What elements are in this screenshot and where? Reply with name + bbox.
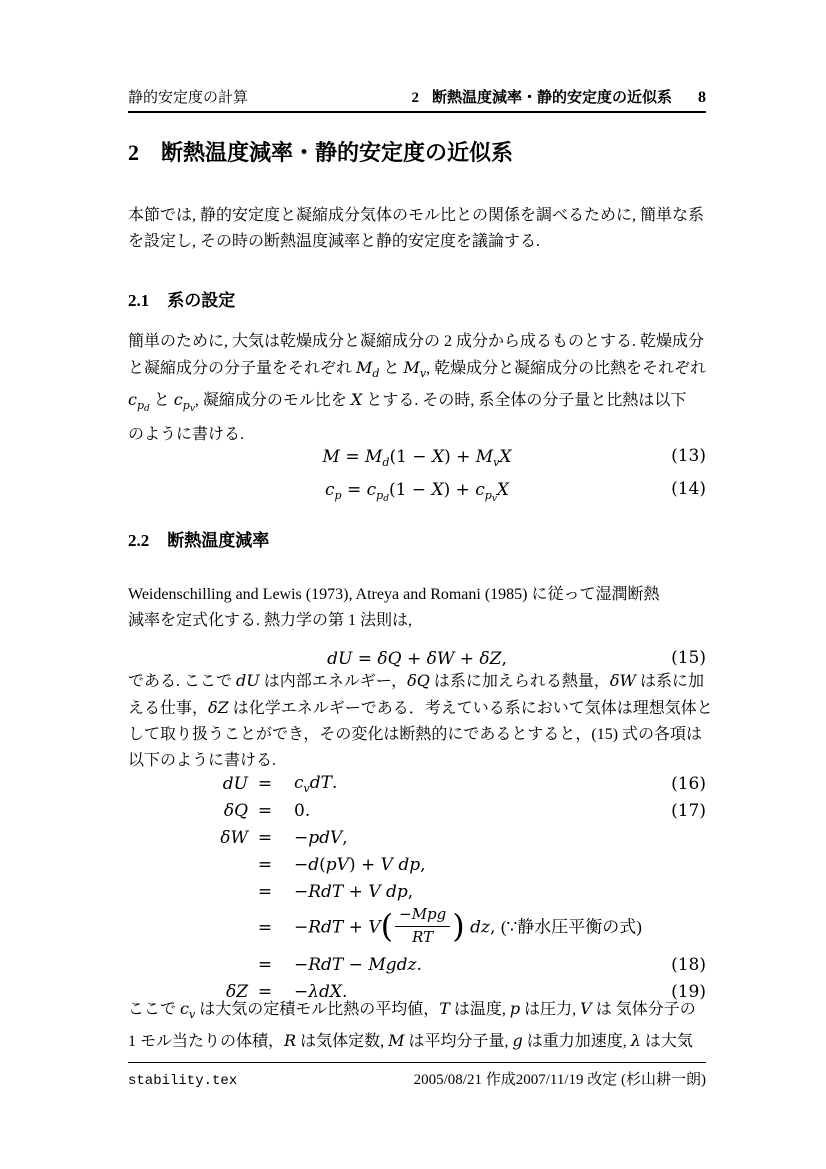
subsection-number: 2.2 bbox=[128, 531, 150, 550]
text-line: 減率を定式化する. 熱力学の第 1 法則は, bbox=[128, 612, 413, 629]
equation-rhs: −λdX. bbox=[294, 981, 348, 1002]
equation-lhs: δQ bbox=[223, 800, 248, 821]
text-line: Weidenschilling and Lewis (1973), Atreya and Romani (1985) に従って湿潤断熱 bbox=[128, 586, 660, 603]
paragraph-variable-definitions bbox=[128, 996, 710, 1055]
equation-row-17 bbox=[128, 797, 706, 824]
subsection-title: 系の設定 bbox=[167, 291, 236, 310]
text-line: して取り扱うことができ，その変化は断熱的にであるとすると，(15) 式の各項は bbox=[128, 726, 703, 743]
equation-row-18 bbox=[128, 951, 706, 978]
equals-sign: = bbox=[257, 881, 273, 902]
equation-14 bbox=[128, 473, 706, 506]
paragraph-term-definitions bbox=[128, 668, 713, 774]
section-heading bbox=[128, 136, 706, 167]
header-section-number: 2 bbox=[411, 90, 419, 106]
text-line: 1 モル当たりの体積，R は気体定数, M は平均分子量, g は重力加速度, λ は大気 bbox=[128, 1031, 693, 1050]
equation-rhs: −pdV, bbox=[294, 827, 348, 848]
equation-lhs: dU bbox=[222, 773, 248, 794]
equation-15-number: (15) bbox=[671, 648, 706, 668]
equation-row-16 bbox=[128, 770, 706, 797]
subsection-2-1-heading bbox=[128, 286, 706, 311]
equation-13-body: $M = M_d(1 - X) + M_vX$ bbox=[322, 447, 512, 469]
equals-sign: = bbox=[257, 954, 273, 975]
text-line: 簡単のために, 大気は乾燥成分と凝縮成分の 2 成分から成るものとする. 乾燥成分 bbox=[128, 333, 705, 350]
text-line: $c_{pd}$ と $c_{pv}$, 凝縮成分のモル比を X とする. その時, 系全体の分子量と比熱は以下 bbox=[128, 390, 687, 414]
paragraph-system-setting bbox=[128, 329, 710, 448]
equation-row-dw-3 bbox=[128, 878, 706, 905]
equation-row-dw-2 bbox=[128, 851, 706, 878]
text-line: を設定し, その時の断熱温度減率と静的安定度を議論する. bbox=[128, 233, 541, 250]
subsection-title: 断熱温度減率 bbox=[167, 531, 270, 550]
text-line: 以下のように書ける. bbox=[128, 752, 277, 769]
equation-number: (16) bbox=[671, 773, 706, 794]
footer-filename: stability.tex bbox=[128, 1073, 238, 1089]
equation-14-body: $c_p = c_{pd}(1 - X) + c_{pv}X$ bbox=[324, 480, 510, 504]
text-line: える仕事，δZ は化学エネルギーである．考えている系において気体は理想気体と bbox=[128, 698, 713, 717]
equation-15-body: dU = δQ + δW + δZ, bbox=[327, 649, 507, 669]
running-header bbox=[128, 86, 706, 107]
equals-sign: = bbox=[257, 854, 273, 875]
paragraph-intro bbox=[128, 203, 710, 255]
equation-block-13-14 bbox=[128, 440, 706, 506]
equals-sign: = bbox=[257, 918, 273, 938]
section-number: 2 bbox=[128, 140, 139, 165]
equation-rhs: −RdT + V dp, bbox=[294, 881, 414, 902]
equation-rhs: −RdT + V( $\frac{\text{−Mpg}}{RT}$ ) dz, (∵静水圧平衡の式) bbox=[294, 904, 642, 946]
footer-revision-dates: 2005/08/21 作成2007/11/19 改定 (杉山耕一朗) bbox=[413, 1072, 706, 1088]
text-line: 本節では, 静的安定度と凝縮成分気体のモル比との関係を調べるために, 簡単な系 bbox=[128, 207, 705, 224]
equation-row-dw-4-hydrostatic bbox=[128, 905, 706, 951]
equation-13 bbox=[128, 440, 706, 473]
section-title: 断熱温度減率・静的安定度の近似系 bbox=[161, 140, 514, 165]
text-line: のように書ける. bbox=[128, 426, 245, 443]
header-left-title: 静的安定度の計算 bbox=[128, 90, 249, 106]
equation-14-number: (14) bbox=[671, 479, 706, 499]
equals-sign: = bbox=[257, 773, 273, 794]
paragraph-formulation bbox=[128, 582, 710, 634]
equation-number: (18) bbox=[671, 954, 706, 975]
equation-rhs: 0. bbox=[294, 800, 311, 821]
subsection-2-2-heading bbox=[128, 526, 706, 551]
header-section-ref bbox=[411, 86, 706, 107]
text-line: と凝縮成分の分子量をそれぞれ $M_d$ と $M_v$, 乾燥成分と凝縮成分の比熱をそれぞれ bbox=[128, 358, 707, 380]
header-section-title: 断熱温度減率・静的安定度の近似系 bbox=[431, 89, 672, 106]
equation-rhs: −d(pV) + V dp, bbox=[294, 854, 426, 875]
equation-rhs: $c_vdT$. bbox=[294, 772, 338, 795]
equals-sign: = bbox=[257, 981, 273, 1002]
equation-rhs: −RdT − Mgdz. bbox=[294, 954, 422, 975]
equation-number: (17) bbox=[671, 800, 706, 821]
text-line: である. ここで dU は内部エネルギー，δQ は系に加えられる熱量，δW は系に加 bbox=[128, 671, 704, 690]
equation-lhs: δW bbox=[220, 827, 248, 848]
footer-rule bbox=[128, 1062, 706, 1063]
equals-sign: = bbox=[257, 827, 273, 848]
text-line: ここで $c_v$ は大気の定積モル比熱の平均値，T は温度, p は圧力, V は 気体分子の bbox=[128, 999, 696, 1021]
header-page-number: 8 bbox=[698, 89, 706, 106]
page-footer bbox=[128, 1068, 706, 1089]
equation-lhs: δZ bbox=[225, 981, 248, 1002]
equation-number: (19) bbox=[671, 981, 706, 1002]
equation-13-number: (13) bbox=[671, 446, 706, 466]
equation-row-dw-1 bbox=[128, 824, 706, 851]
equals-sign: = bbox=[257, 800, 273, 821]
equation-array bbox=[128, 770, 706, 1005]
header-rule bbox=[128, 111, 706, 113]
subsection-number: 2.1 bbox=[128, 291, 150, 310]
